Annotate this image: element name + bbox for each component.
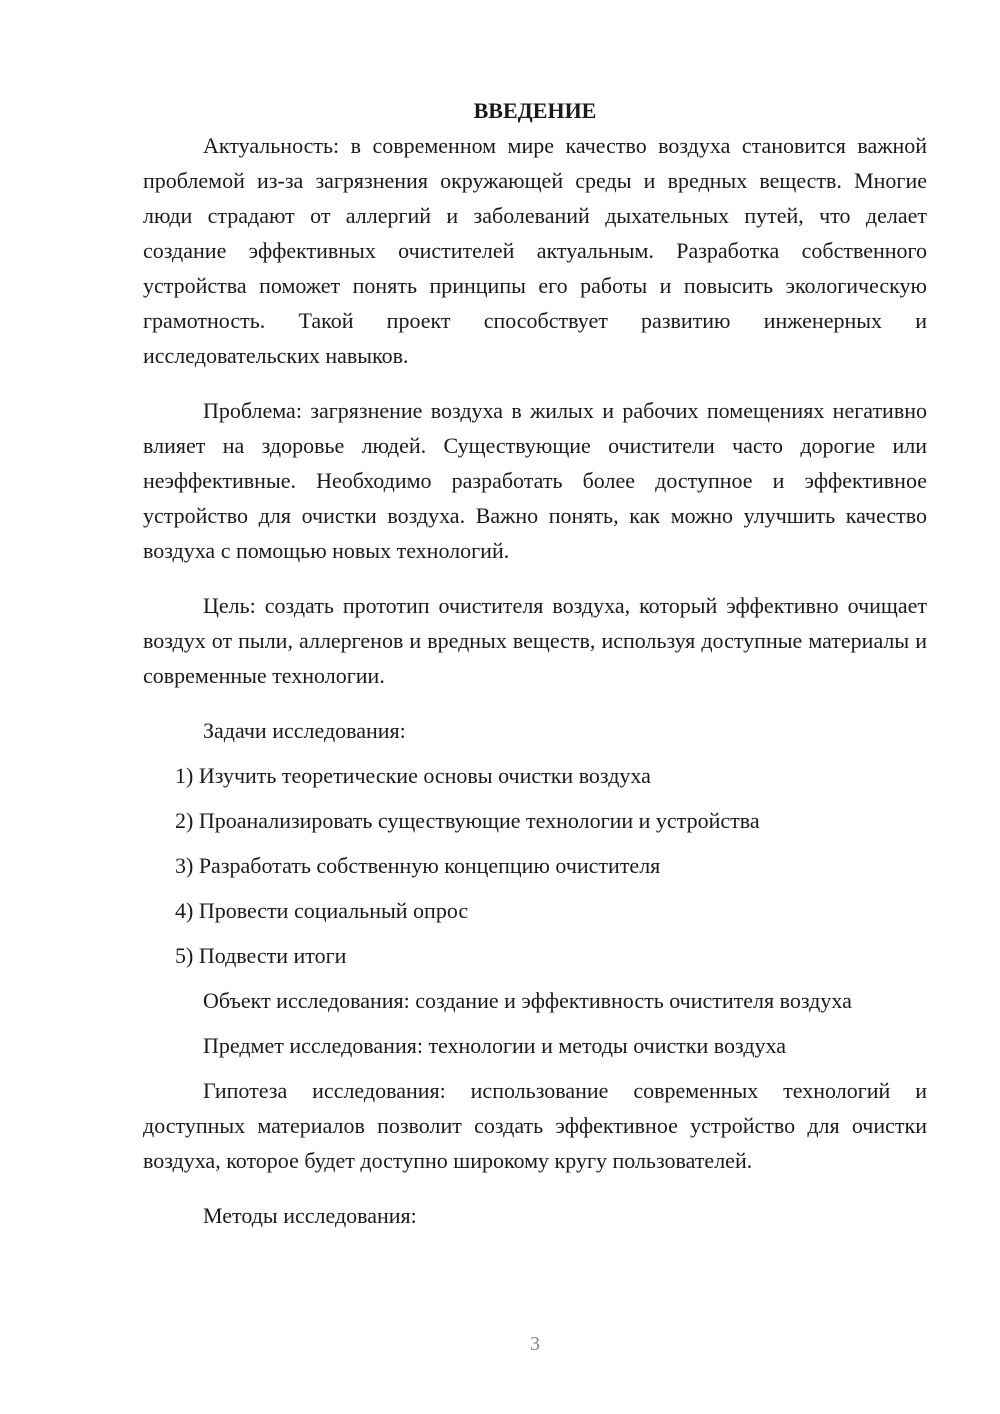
task-item: 5) Подвести итоги	[175, 943, 347, 968]
tasks-heading: Задачи исследования:	[203, 718, 406, 743]
object-paragraph: Объект исследования: создание и эффективность очистителя воздуха	[203, 988, 852, 1013]
page-number: 3	[530, 1333, 540, 1355]
page-content	[143, 93, 927, 1243]
goal-paragraph: Цель: создать прототип очистителя воздуха, который эффективно очищает воздух от пыли, аллергенов и вредных веществ, используя доступные материалы и современные технологии.	[143, 593, 927, 688]
methods-heading: Методы исследования:	[203, 1203, 417, 1228]
task-item: 3) Разработать собственную концепцию очистителя	[175, 853, 661, 878]
task-item: 4) Провести социальный опрос	[175, 898, 469, 923]
tasks-list	[143, 758, 927, 973]
relevance-paragraph: Актуальность: в современном мире качество воздуха становится важной проблемой из-за загрязнения окружающей среды и вредных веществ. Многие люди страдают от аллергий и заболеваний дыхательных путей, что делает создание эффективных очистителей актуальным. Разработка собственного устройства поможет понять принципы его работы и повысить экологическую грамотность. Такой проект способствует развитию инженерных и исследовательских навыков.	[143, 133, 927, 368]
subject-paragraph: Предмет исследования: технологии и методы очистки воздуха	[203, 1033, 786, 1058]
task-item: 2) Проанализировать существующие технологии и устройства	[175, 808, 760, 833]
hypothesis-paragraph: Гипотеза исследования: использование современных технологий и доступных материалов позволит создать эффективное устройство для очистки воздуха, которое будет доступно широкому кругу пользователей.	[143, 1078, 927, 1173]
section-title: ВВЕДЕНИЕ	[473, 98, 597, 123]
problem-paragraph: Проблема: загрязнение воздуха в жилых и рабочих помещениях негативно влияет на здоровье людей. Существующие очистители часто дорогие или неэффективные. Необходимо разработать более доступное и эффективное устройство для очистки воздуха. Важно понять, как можно улучшить качество воздуха с помощью новых технологий.	[143, 398, 927, 563]
task-item: 1) Изучить теоретические основы очистки воздуха	[175, 763, 651, 788]
